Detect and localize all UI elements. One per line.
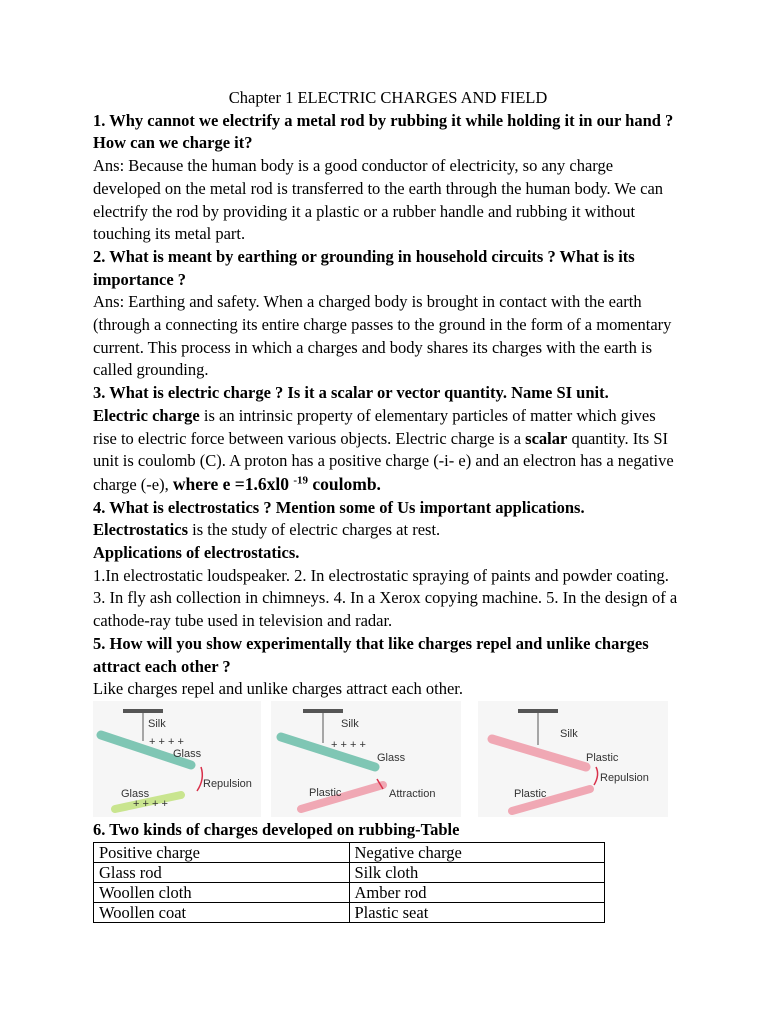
table-row bbox=[94, 863, 605, 883]
table-row bbox=[94, 883, 605, 903]
figure-glass-plastic bbox=[271, 701, 461, 817]
table-cell: Woollen coat bbox=[94, 903, 350, 923]
answer-1: Ans: Because the human body is a good conductor of electricity, so any charge developed on the metal rod is transferred to the earth through the human body. We can electrify the rod by providing it a plastic or a rubber handle and rubbing it without touching its metal part. bbox=[93, 156, 664, 244]
label-hanging-rod: Glass bbox=[377, 752, 406, 764]
document-body bbox=[93, 87, 683, 701]
table-row bbox=[94, 903, 605, 923]
svg-text:+ + + +: + + + + bbox=[133, 798, 168, 810]
term-electrostatics: Electrostatics bbox=[93, 520, 188, 540]
label-effect: Repulsion bbox=[203, 778, 252, 790]
charges-table bbox=[93, 842, 605, 923]
svg-text:+ + + +: + + + + bbox=[149, 736, 184, 748]
definition-text: is the study of electric charges at rest. bbox=[188, 520, 441, 540]
definition-electrostatics bbox=[93, 519, 683, 542]
table-cell: Glass rod bbox=[94, 863, 350, 883]
label-hanging-rod: Glass bbox=[173, 748, 202, 760]
question-4: 4. What is electrostatics ? Mention some of Us important applications. bbox=[93, 497, 585, 517]
table-cell: Silk cloth bbox=[349, 863, 605, 883]
answer-3-part-2: quantity. Its SI unit is coulomb (C). A proton has a positive charge (-i- e) and an electron has a negative charge (-e), bbox=[93, 428, 674, 494]
label-bottom-rod: Plastic bbox=[309, 787, 342, 799]
chapter-title: Chapter 1 ELECTRIC CHARGES AND FIELD bbox=[228, 88, 548, 107]
table-title: 6. Two kinds of charges developed on rubbing-Table bbox=[93, 820, 460, 839]
label-effect: Repulsion bbox=[600, 772, 649, 784]
table-cell: Woollen cloth bbox=[94, 883, 350, 903]
table-row bbox=[94, 843, 605, 863]
table-cell: Positive charge bbox=[94, 843, 350, 863]
applications-heading: Applications of electrostatics. bbox=[93, 543, 300, 563]
answer-3-part-1: is an intrinsic property of elementary particles of matter which gives rise to electric force between various objects. Electric charge is a bbox=[93, 405, 656, 448]
label-effect: Attraction bbox=[389, 788, 436, 800]
table-cell: Amber rod bbox=[349, 883, 605, 903]
question-5: 5. How will you show experimentally that like charges repel and unlike charges attract each other ? bbox=[93, 633, 649, 676]
svg-text:+ + + +: + + + + bbox=[331, 739, 366, 751]
answer-3 bbox=[93, 405, 683, 497]
label-bottom-rod: Glass bbox=[121, 788, 150, 800]
answer-5: Like charges repel and unlike charges attract each other. bbox=[93, 679, 464, 699]
term-electric-charge: Electric charge bbox=[93, 405, 200, 425]
formula-text: where e =1.6xl0 bbox=[172, 473, 294, 494]
question-3: 3. What is electric charge ? Is it a scalar or vector quantity. Name SI unit. bbox=[93, 383, 609, 403]
question-2: 2. What is meant by earthing or grounding in household circuits ? What is its importance ? bbox=[93, 246, 635, 289]
figure-plastic-plastic bbox=[478, 701, 668, 817]
figure-glass-glass bbox=[93, 701, 261, 817]
answer-2: Ans: Earthing and safety. When a charged body is brought in contact with the earth (through a connecting its entire charge passes to the ground in the form of a momentary current. This process in which a charges and body shares its charges with the earth is called grounding. bbox=[93, 292, 672, 380]
label-silk: Silk bbox=[341, 718, 359, 730]
formula-exponent: -19 bbox=[293, 474, 308, 487]
term-scalar: scalar bbox=[525, 428, 568, 448]
question-1: 1. Why cannot we electrify a metal rod by rubbing it while holding it in our hand ? How can we charge it? bbox=[93, 110, 674, 153]
applications-list: 1.In electrostatic loudspeaker. 2. In electrostatic spraying of paints and powder coating. 3. In fly ash collection in chimneys. 4. In a Xerox copying machine. 5. In the design of a cathode-ray tube used in television and radar. bbox=[93, 565, 678, 631]
experiment-figures bbox=[93, 701, 668, 817]
label-hanging-rod: Plastic bbox=[586, 752, 619, 764]
label-silk: Silk bbox=[148, 718, 166, 730]
label-silk: Silk bbox=[560, 728, 578, 740]
formula-unit: coulomb. bbox=[308, 473, 381, 494]
label-bottom-rod: Plastic bbox=[514, 788, 547, 800]
table-cell: Negative charge bbox=[349, 843, 605, 863]
table-cell: Plastic seat bbox=[349, 903, 605, 923]
